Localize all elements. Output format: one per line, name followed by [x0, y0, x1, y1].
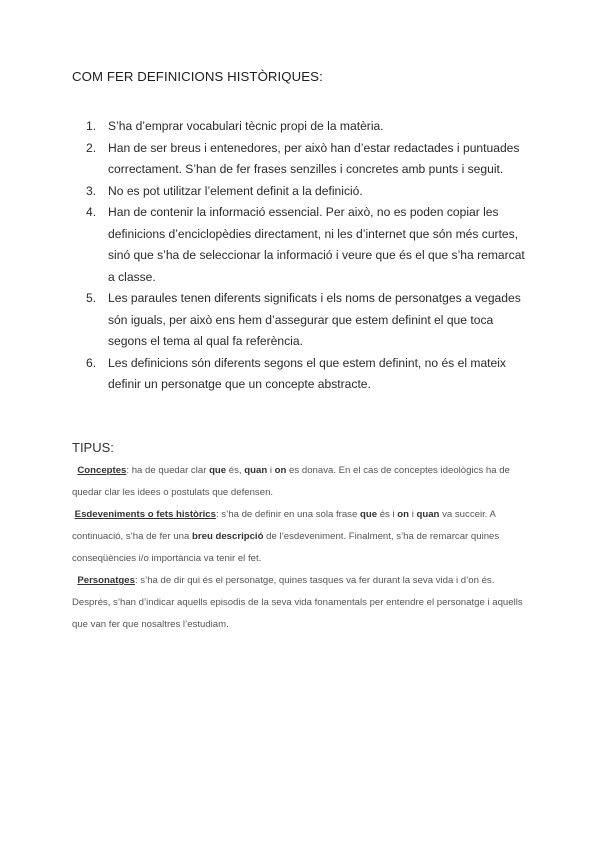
keyword: quan: [416, 509, 440, 520]
text-span: : s’ha de definir en una sola frase: [215, 509, 360, 520]
rule-text: Han de contenir la informació essencial. Per això, no es poden copiar les definicions d’enciclopèdies directament, ni les d’internet que són més curtes, sinó que s’ha de seleccionar la informació i veure que és el que s’ha remarcat a classe.: [108, 205, 525, 284]
text-span: : s’ha de dir qui és el personatge, quines tasques va fer durant la seva vida i d’on és. Després, s’han d’indicar aquells episodis de la seva vida fonamentals per entendre el personatge i aquells que van fer que nosaltres l’estudiam.: [72, 575, 523, 630]
rule-number: 5.: [86, 291, 97, 305]
rule-number: 6.: [86, 355, 97, 370]
rule-item: [86, 288, 531, 353]
rules-list: [86, 116, 531, 396]
rule-item: [86, 353, 531, 396]
text-span: : ha de quedar clar: [126, 465, 210, 476]
page-title: COM FER DEFINICIONS HISTÒRIQUES:: [72, 69, 323, 84]
tipus-conceptes: [72, 460, 534, 504]
tipus-heading: TIPUS:: [72, 440, 114, 455]
rule-text: Les paraules tenen diferents significats i els noms de personatges a vegades són iguals, per això ens hem d’assegurar que estem definint el que toca segons el tema al qual fa referència.: [108, 291, 521, 348]
tipus-esdeveniments: [72, 504, 534, 570]
term-esdeveniments: Esdeveniments o fets històrics: [74, 509, 216, 520]
rule-number: 4.: [86, 205, 97, 219]
keyword: breu descripció: [192, 531, 264, 542]
rule-text: No es pot utilitzar l’element definit a la definició.: [108, 183, 363, 198]
keyword: que: [209, 465, 227, 476]
text-span: és,: [226, 465, 245, 476]
text-span: és i: [377, 509, 398, 520]
rule-number: 2.: [86, 140, 97, 155]
text-span: i: [267, 465, 275, 476]
term-personatges: Personatges: [77, 575, 135, 586]
tipus-personatges: [72, 570, 534, 636]
rule-number: 3.: [86, 183, 97, 198]
keyword: on: [397, 509, 410, 520]
rule-text: Han de ser breus i entenedores, per això han d’estar redactades i puntuades correctament. S’han de fer frases senzilles i concretes amb punts i seguit.: [108, 140, 520, 176]
rule-item: [86, 116, 531, 138]
rule-text: Les definicions són diferents segons el que estem definint, no és el mateix definir un personatge que un concepte abstracte.: [108, 355, 506, 391]
rule-item: [86, 181, 531, 203]
keyword: que: [359, 509, 378, 520]
tipus-section: [72, 460, 534, 636]
rule-text: S’ha d’emprar vocabulari tècnic propi de la matèria.: [108, 119, 384, 133]
rule-item: [86, 138, 531, 181]
text-span: i: [409, 509, 417, 520]
keyword: quan: [244, 465, 268, 476]
text-span: va succeir. A continuació, s’ha de fer una: [72, 509, 496, 542]
keyword: on: [274, 465, 287, 476]
rule-item: [86, 202, 531, 288]
text-span: de l’esdeveniment. Finalment, s’ha de remarcar quines conseqüències i/o importància va tenir el fet.: [72, 531, 500, 564]
text-span: es donava. En el cas de conceptes ideològics ha de quedar clar les idees o postulats que defensen.: [72, 465, 510, 498]
term-conceptes: Conceptes: [77, 465, 127, 476]
rule-number: 1.: [86, 119, 97, 133]
